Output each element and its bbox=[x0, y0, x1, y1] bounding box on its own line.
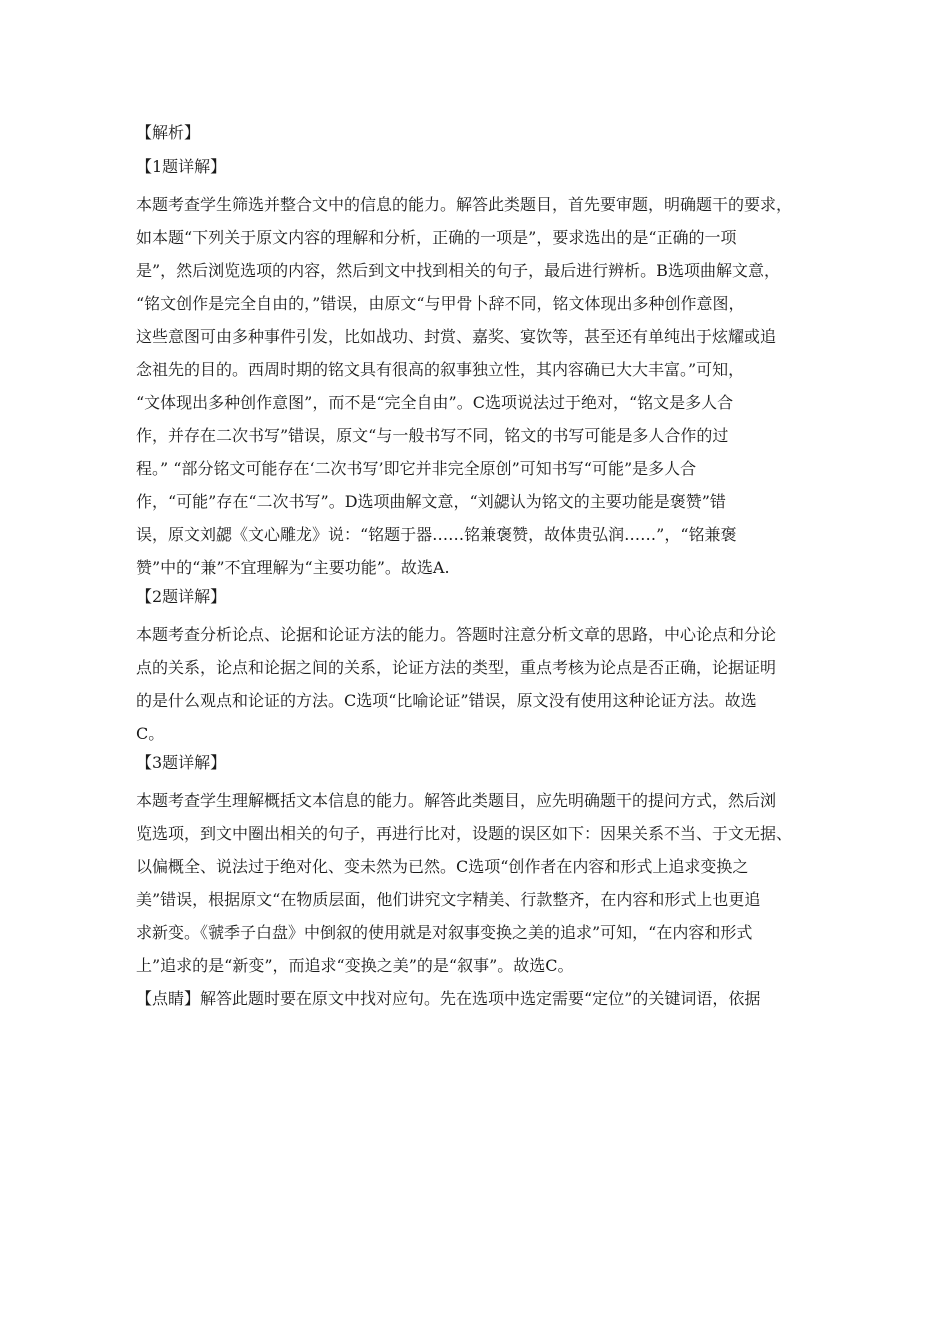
text-line: 本题考查学生理解概括文本信息的能力。解答此类题目，应先明确题干的提问方式，然后浏 bbox=[136, 791, 777, 810]
text-line: 是”，然后浏览选项的内容，然后到文中找到相关的句子，最后进行辨析。B选项曲解文意， bbox=[136, 261, 780, 280]
text-line: 误，原文刘勰《文心雕龙》说：“铭题于器……铭兼褒赞，故体贵弘润……”，“铭兼褒 bbox=[136, 525, 737, 544]
text-line: 点的关系，论点和论据之间的关系，论证方法的类型，重点考核为论点是否正确，论据证明 bbox=[136, 658, 777, 677]
text-line: 本题考查学生筛选并整合文中的信息的能力。解答此类题目，首先要审题，明确题干的要求， bbox=[136, 195, 793, 214]
text-line: 程。” “部分铭文可能存在‘二次书写’即它并非完全原创”可知书写“可能”是多人合 bbox=[136, 459, 697, 478]
text-line: 上”追求的是“新变”，而追求“变换之美”的是“叙事”。故选C。 bbox=[136, 956, 574, 975]
text-line: 念祖先的目的。西周时期的铭文具有很高的叙事独立性，其内容确已大大丰富。”可知， bbox=[136, 360, 745, 379]
text-line: 以偏概全、说法过于绝对化、变未然为已然。C选项“创作者在内容和形式上追求变换之 bbox=[136, 857, 749, 876]
text-line: 的是什么观点和论证的方法。C选项“比喻论证”错误，原文没有使用这种论证方法。故选 bbox=[136, 691, 757, 710]
text-line: “文体现出多种创作意图”，而不是“完全自由”。C选项说法过于绝对，“铭文是多人合 bbox=[136, 393, 734, 412]
analysis-title: 【解析】 bbox=[136, 123, 201, 142]
text-line: C。 bbox=[136, 724, 165, 743]
section-2-text bbox=[136, 618, 818, 750]
section-3-heading: 【3题详解】 bbox=[136, 753, 227, 772]
text-line: 美”错误，根据原文“在物质层面，他们讲究文字精美、行款整齐，在内容和形式上也更追 bbox=[136, 890, 761, 909]
text-line: 本题考查分析论点、论据和论证方法的能力。答题时注意分析文章的思路，中心论点和分论 bbox=[136, 625, 777, 644]
section-1-heading: 【1题详解】 bbox=[136, 157, 227, 176]
text-line: “铭文创作是完全自由的，”错误，由原文“与甲骨卜辞不同，铭文体现出多种创作意图， bbox=[136, 294, 745, 313]
key-point-note bbox=[136, 982, 818, 1015]
text-line: 览选项，到文中圈出相关的句子，再进行比对，设题的误区如下：因果关系不当、于文无据、 bbox=[136, 824, 793, 843]
text-line: 赞”中的“兼”不宜理解为“主要功能”。故选A. bbox=[136, 558, 450, 577]
section-1-text bbox=[136, 188, 818, 584]
text-line: 【点睛】解答此题时要在原文中找对应句。先在选项中选定需要“定位”的关键词语，依据 bbox=[136, 989, 761, 1008]
section-2-heading: 【2题详解】 bbox=[136, 587, 227, 606]
section-3-text bbox=[136, 784, 818, 982]
text-line: 求新变。《虢季子白盘》中倒叙的使用就是对叙事变换之美的追求”可知，“在内容和形式 bbox=[136, 923, 753, 942]
text-line: 作，并存在二次书写”错误，原文“与一般书写不同，铭文的书写可能是多人合作的过 bbox=[136, 426, 729, 445]
text-line: 作，“可能”存在“二次书写”。D选项曲解文意，“刘勰认为铭文的主要功能是褒赞”错 bbox=[136, 492, 726, 511]
text-line: 这些意图可由多种事件引发，比如战功、封赏、嘉奖、宴饮等，甚至还有单纯出于炫耀或追 bbox=[136, 327, 777, 346]
analysis-page bbox=[136, 120, 818, 1015]
text-line: 如本题“下列关于原文内容的理解和分析，正确的一项是”，要求选出的是“正确的一项 bbox=[136, 228, 737, 247]
